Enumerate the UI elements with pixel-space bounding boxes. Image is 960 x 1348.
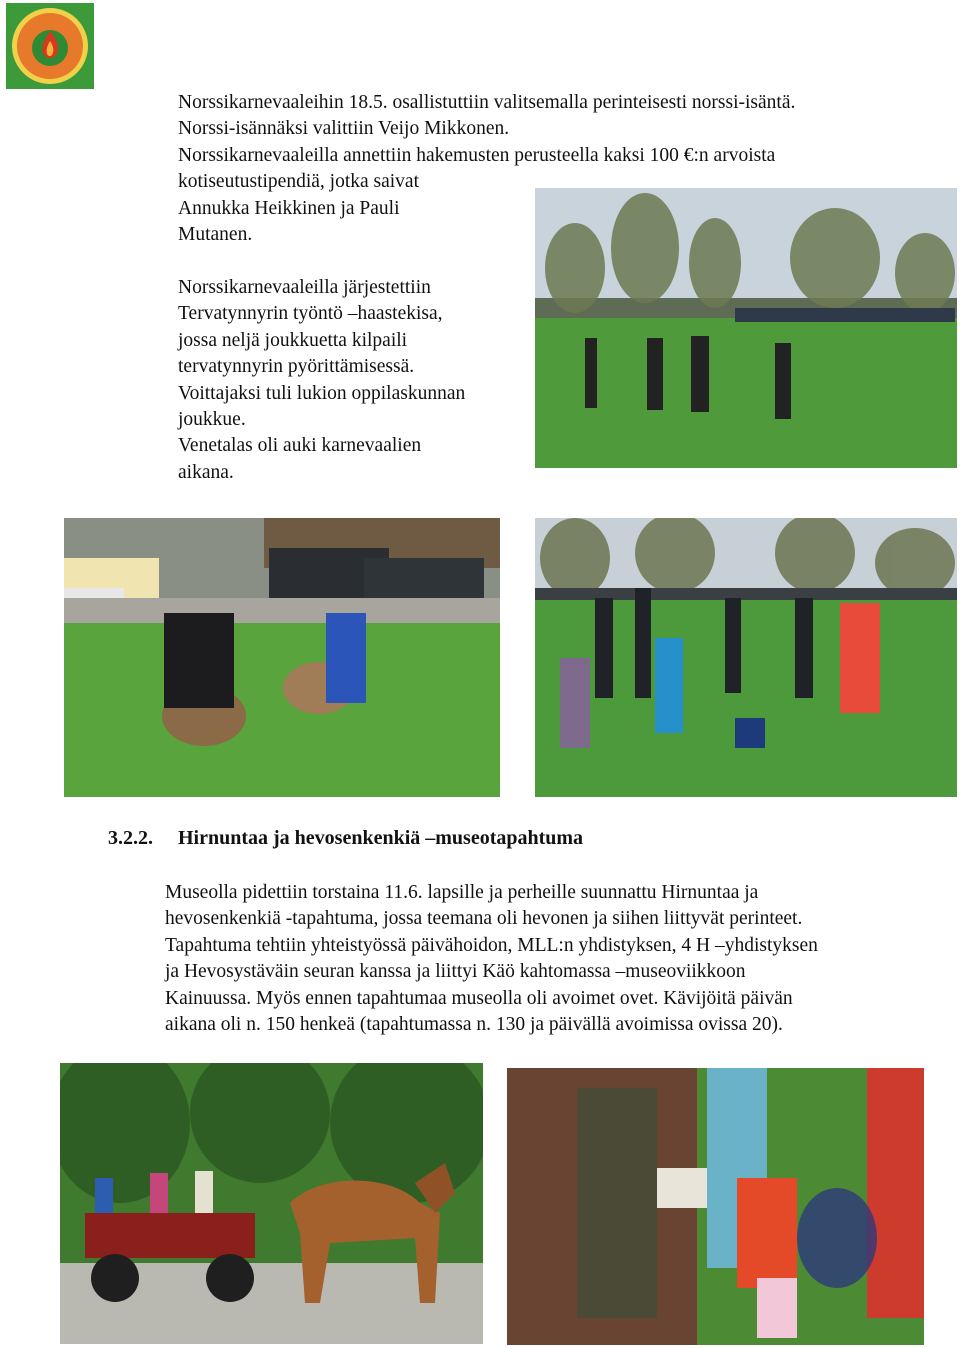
museum-line: Museolla pidettiin torstaina 11.6. lapsille ja perheille suunnattu Hirnuntaa ja <box>165 882 759 903</box>
museum-line: aikana oli n. 150 henkeä (tapahtumassa n. 130 ja päivällä avoimissa ovissa 20). <box>165 1014 783 1036</box>
museum-line: Tapahtuma tehtiin yhteistyössä päivähoidon, MLL:n yhdistyksen, 4 H –yhdistyksen <box>165 934 818 956</box>
section-heading <box>108 827 583 850</box>
photo-horse-cart <box>60 1063 483 1344</box>
photo-group-field <box>535 518 957 797</box>
barrel-line: aikana. <box>178 461 234 483</box>
museum-line: ja Hevosystäväin seuran kanssa ja liittyi Käö kahtomassa –museoviikkoon <box>165 961 746 983</box>
fire-emblem-icon <box>6 3 94 89</box>
intro-line: kotiseutustipendiä, jotka saivat <box>178 171 419 193</box>
museum-line: Kainuussa. Myös ennen tapahtumaa museolla oli avoimet ovet. Kävijöitä päivän <box>165 987 793 1009</box>
intro-line: Norssi-isännäksi valittiin Veijo Mikkonen. <box>178 118 510 140</box>
barrel-line: joukkue. <box>178 409 246 431</box>
museum-line: hevosenkenkiä -tapahtuma, jossa teemana oli hevonen ja siihen liittyvät perinteet. <box>165 908 803 930</box>
barrel-line: Norssikarnevaaleilla järjestettiin <box>178 277 431 298</box>
barrel-line: tervatynnyrin pyörittämisessä. <box>178 356 415 378</box>
barrel-line: Tervatynnyrin työntö –haastekisa, <box>178 303 443 325</box>
paltamo-seura-logo <box>6 3 94 89</box>
museum-paragraph <box>165 880 818 1038</box>
photo-field-crowd <box>535 188 957 468</box>
intro-line: Annukka Heikkinen ja Pauli <box>178 197 400 219</box>
photo-children-museum <box>507 1068 924 1345</box>
intro-line: Norssikarnevaaleihin 18.5. osallistuttiin valitsemalla perinteisesti norssi-isäntä. <box>178 92 796 113</box>
section-title: Hirnuntaa ja hevosenkenkiä –museotapahtuma <box>178 827 584 849</box>
photo-barrel-rolling <box>64 518 500 797</box>
intro-line: Mutanen. <box>178 224 253 246</box>
barrel-paragraph <box>178 275 465 486</box>
barrel-line: Venetalas oli auki karnevaalien <box>178 435 422 457</box>
section-number: 3.2.2. <box>108 827 153 849</box>
barrel-line: jossa neljä joukkuetta kilpaili <box>178 329 408 351</box>
barrel-line: Voittajaksi tuli lukion oppilaskunnan <box>178 382 466 404</box>
intro-line: Norssikarnevaaleilla annettiin hakemusten perusteella kaksi 100 €:n arvoista <box>178 144 776 166</box>
